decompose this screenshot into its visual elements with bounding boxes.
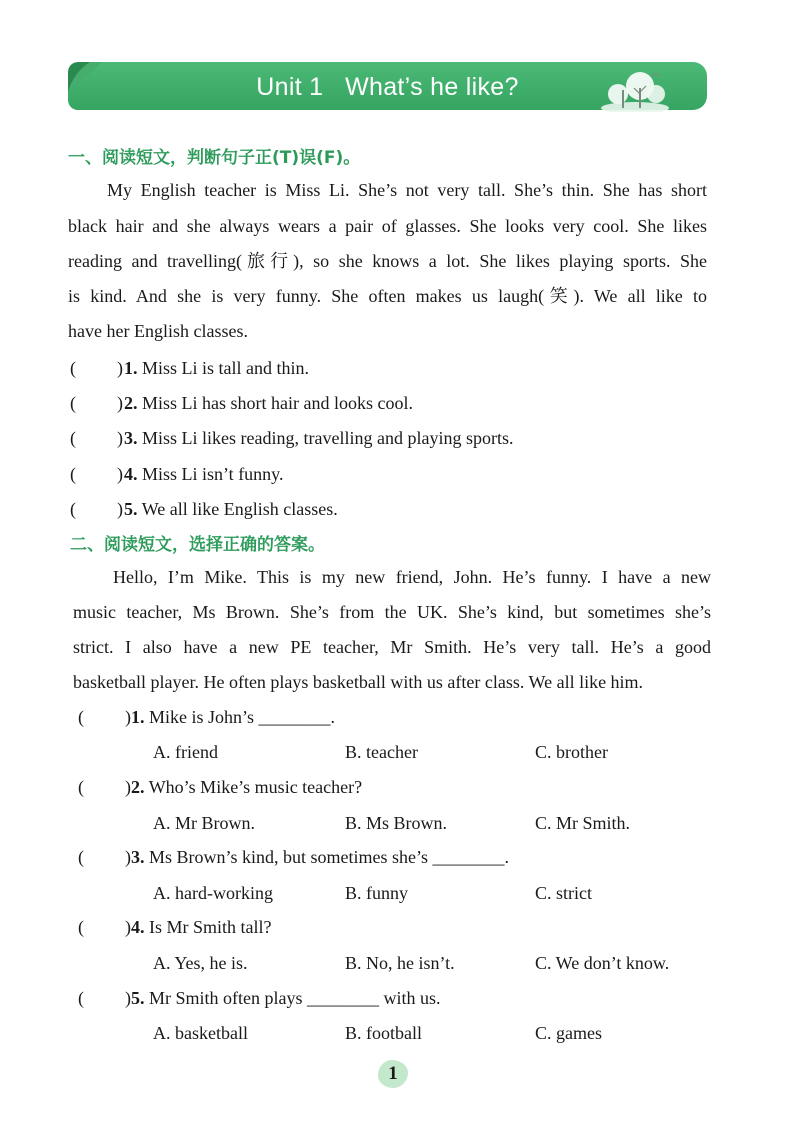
choice-question	[0, 987, 720, 1009]
item-text: Miss Li is tall and thin.	[142, 358, 310, 378]
passage1-line: My English teacher is Miss Li. She’s not very tall. She’s thin. She has short	[107, 180, 707, 200]
answer-paren-open[interactable]: (	[78, 917, 84, 937]
answer-paren-open[interactable]: (	[70, 393, 76, 413]
option-c: C. brother	[535, 742, 608, 762]
tree-decoration-icon	[600, 68, 670, 112]
option-b: B. teacher	[345, 742, 418, 762]
question-number: 4.	[131, 917, 145, 937]
option-a: A. Yes, he is.	[153, 953, 248, 973]
option-a: A. Mr Brown.	[153, 813, 255, 833]
choice-question	[0, 846, 720, 868]
question-text: Is Mr Smith tall?	[149, 917, 272, 937]
item-number: 2.	[124, 393, 138, 413]
option-c: C. We don’t know.	[535, 953, 670, 973]
answer-paren-close: )	[125, 988, 131, 1008]
question-text: Mike is John’s ________.	[149, 707, 336, 727]
section2-heading: 二、阅读短文，选择正确的答案。	[70, 535, 325, 555]
question-number: 1.	[131, 707, 145, 727]
question-text: Mr Smith often plays ________ with us.	[149, 988, 441, 1008]
answer-paren-open[interactable]: (	[78, 707, 84, 727]
item-number: 3.	[124, 428, 138, 448]
answer-paren-close: )	[125, 917, 131, 937]
option-b: B. football	[345, 1023, 422, 1043]
option-a: A. basketball	[153, 1023, 248, 1043]
passage2-line: Hello, I’m Mike. This is my new friend, John. He’s funny. I have a new	[113, 567, 711, 587]
tf-item	[0, 427, 700, 449]
answer-paren-close: )	[125, 847, 131, 867]
option-b: B. Ms Brown.	[345, 813, 448, 833]
answer-paren-close: )	[117, 464, 123, 484]
choice-question	[0, 706, 720, 728]
tf-item	[0, 498, 700, 520]
tf-item	[0, 463, 700, 485]
answer-paren-open[interactable]: (	[70, 499, 76, 519]
answer-paren-close: )	[117, 499, 123, 519]
option-c: C. games	[535, 1023, 602, 1043]
option-c: C. Mr Smith.	[535, 813, 631, 833]
passage2-line: basketball player. He often plays basketball with us after class. We all like him.	[73, 672, 644, 692]
answer-paren-close: )	[117, 358, 123, 378]
answer-paren-open[interactable]: (	[70, 358, 76, 378]
item-text: Miss Li isn’t funny.	[142, 464, 284, 484]
answer-paren-open[interactable]: (	[70, 464, 76, 484]
page-number: 1	[388, 1063, 398, 1084]
choice-question	[0, 776, 720, 798]
answer-paren-open[interactable]: (	[78, 988, 84, 1008]
item-number: 5.	[124, 499, 138, 519]
question-number: 3.	[131, 847, 145, 867]
answer-paren-open[interactable]: (	[78, 847, 84, 867]
item-number: 4.	[124, 464, 138, 484]
answer-paren-open[interactable]: (	[70, 428, 76, 448]
option-c: C. strict	[535, 883, 592, 903]
passage1-line: is kind. And she is very funny. She often makes us laugh(笑). We all like to	[68, 286, 707, 306]
answer-paren-close: )	[125, 707, 131, 727]
answer-paren-close: )	[125, 777, 131, 797]
section1-heading: 一、阅读短文，判断句子正(T)误(F)。	[68, 148, 361, 168]
question-number: 2.	[131, 777, 145, 797]
passage1-line: have her English classes.	[68, 321, 248, 341]
answer-paren-open[interactable]: (	[78, 777, 84, 797]
answer-paren-close: )	[117, 393, 123, 413]
passage1-line: black hair and she always wears a pair of glasses. She looks very cool. She likes	[68, 216, 707, 236]
item-text: Miss Li has short hair and looks cool.	[142, 393, 413, 413]
tf-item	[0, 357, 700, 379]
passage1-line: reading and travelling(旅行), so she knows a lot. She likes playing sports. She	[68, 251, 707, 271]
item-text: Miss Li likes reading, travelling and playing sports.	[142, 428, 514, 448]
question-number: 5.	[131, 988, 145, 1008]
option-b: B. No, he isn’t.	[345, 953, 455, 973]
question-text: Who’s Mike’s music teacher?	[148, 777, 363, 797]
item-text: We all like English classes.	[141, 499, 338, 519]
passage2-line: music teacher, Ms Brown. She’s from the UK. She’s kind, but sometimes she’s	[73, 602, 711, 622]
passage2-line: strict. I also have a new PE teacher, Mr Smith. He’s very tall. He’s a good	[73, 637, 711, 657]
choice-question	[0, 916, 720, 938]
question-text: Ms Brown’s kind, but sometimes she’s ________.	[149, 847, 510, 867]
answer-paren-close: )	[117, 428, 123, 448]
banner-fold-corner	[68, 62, 102, 92]
tf-item	[0, 392, 700, 414]
option-a: A. hard-working	[153, 883, 273, 903]
option-b: B. funny	[345, 883, 408, 903]
option-a: A. friend	[153, 742, 218, 762]
unit-title: Unit 1 What’s he like?	[256, 73, 519, 101]
item-number: 1.	[124, 358, 138, 378]
